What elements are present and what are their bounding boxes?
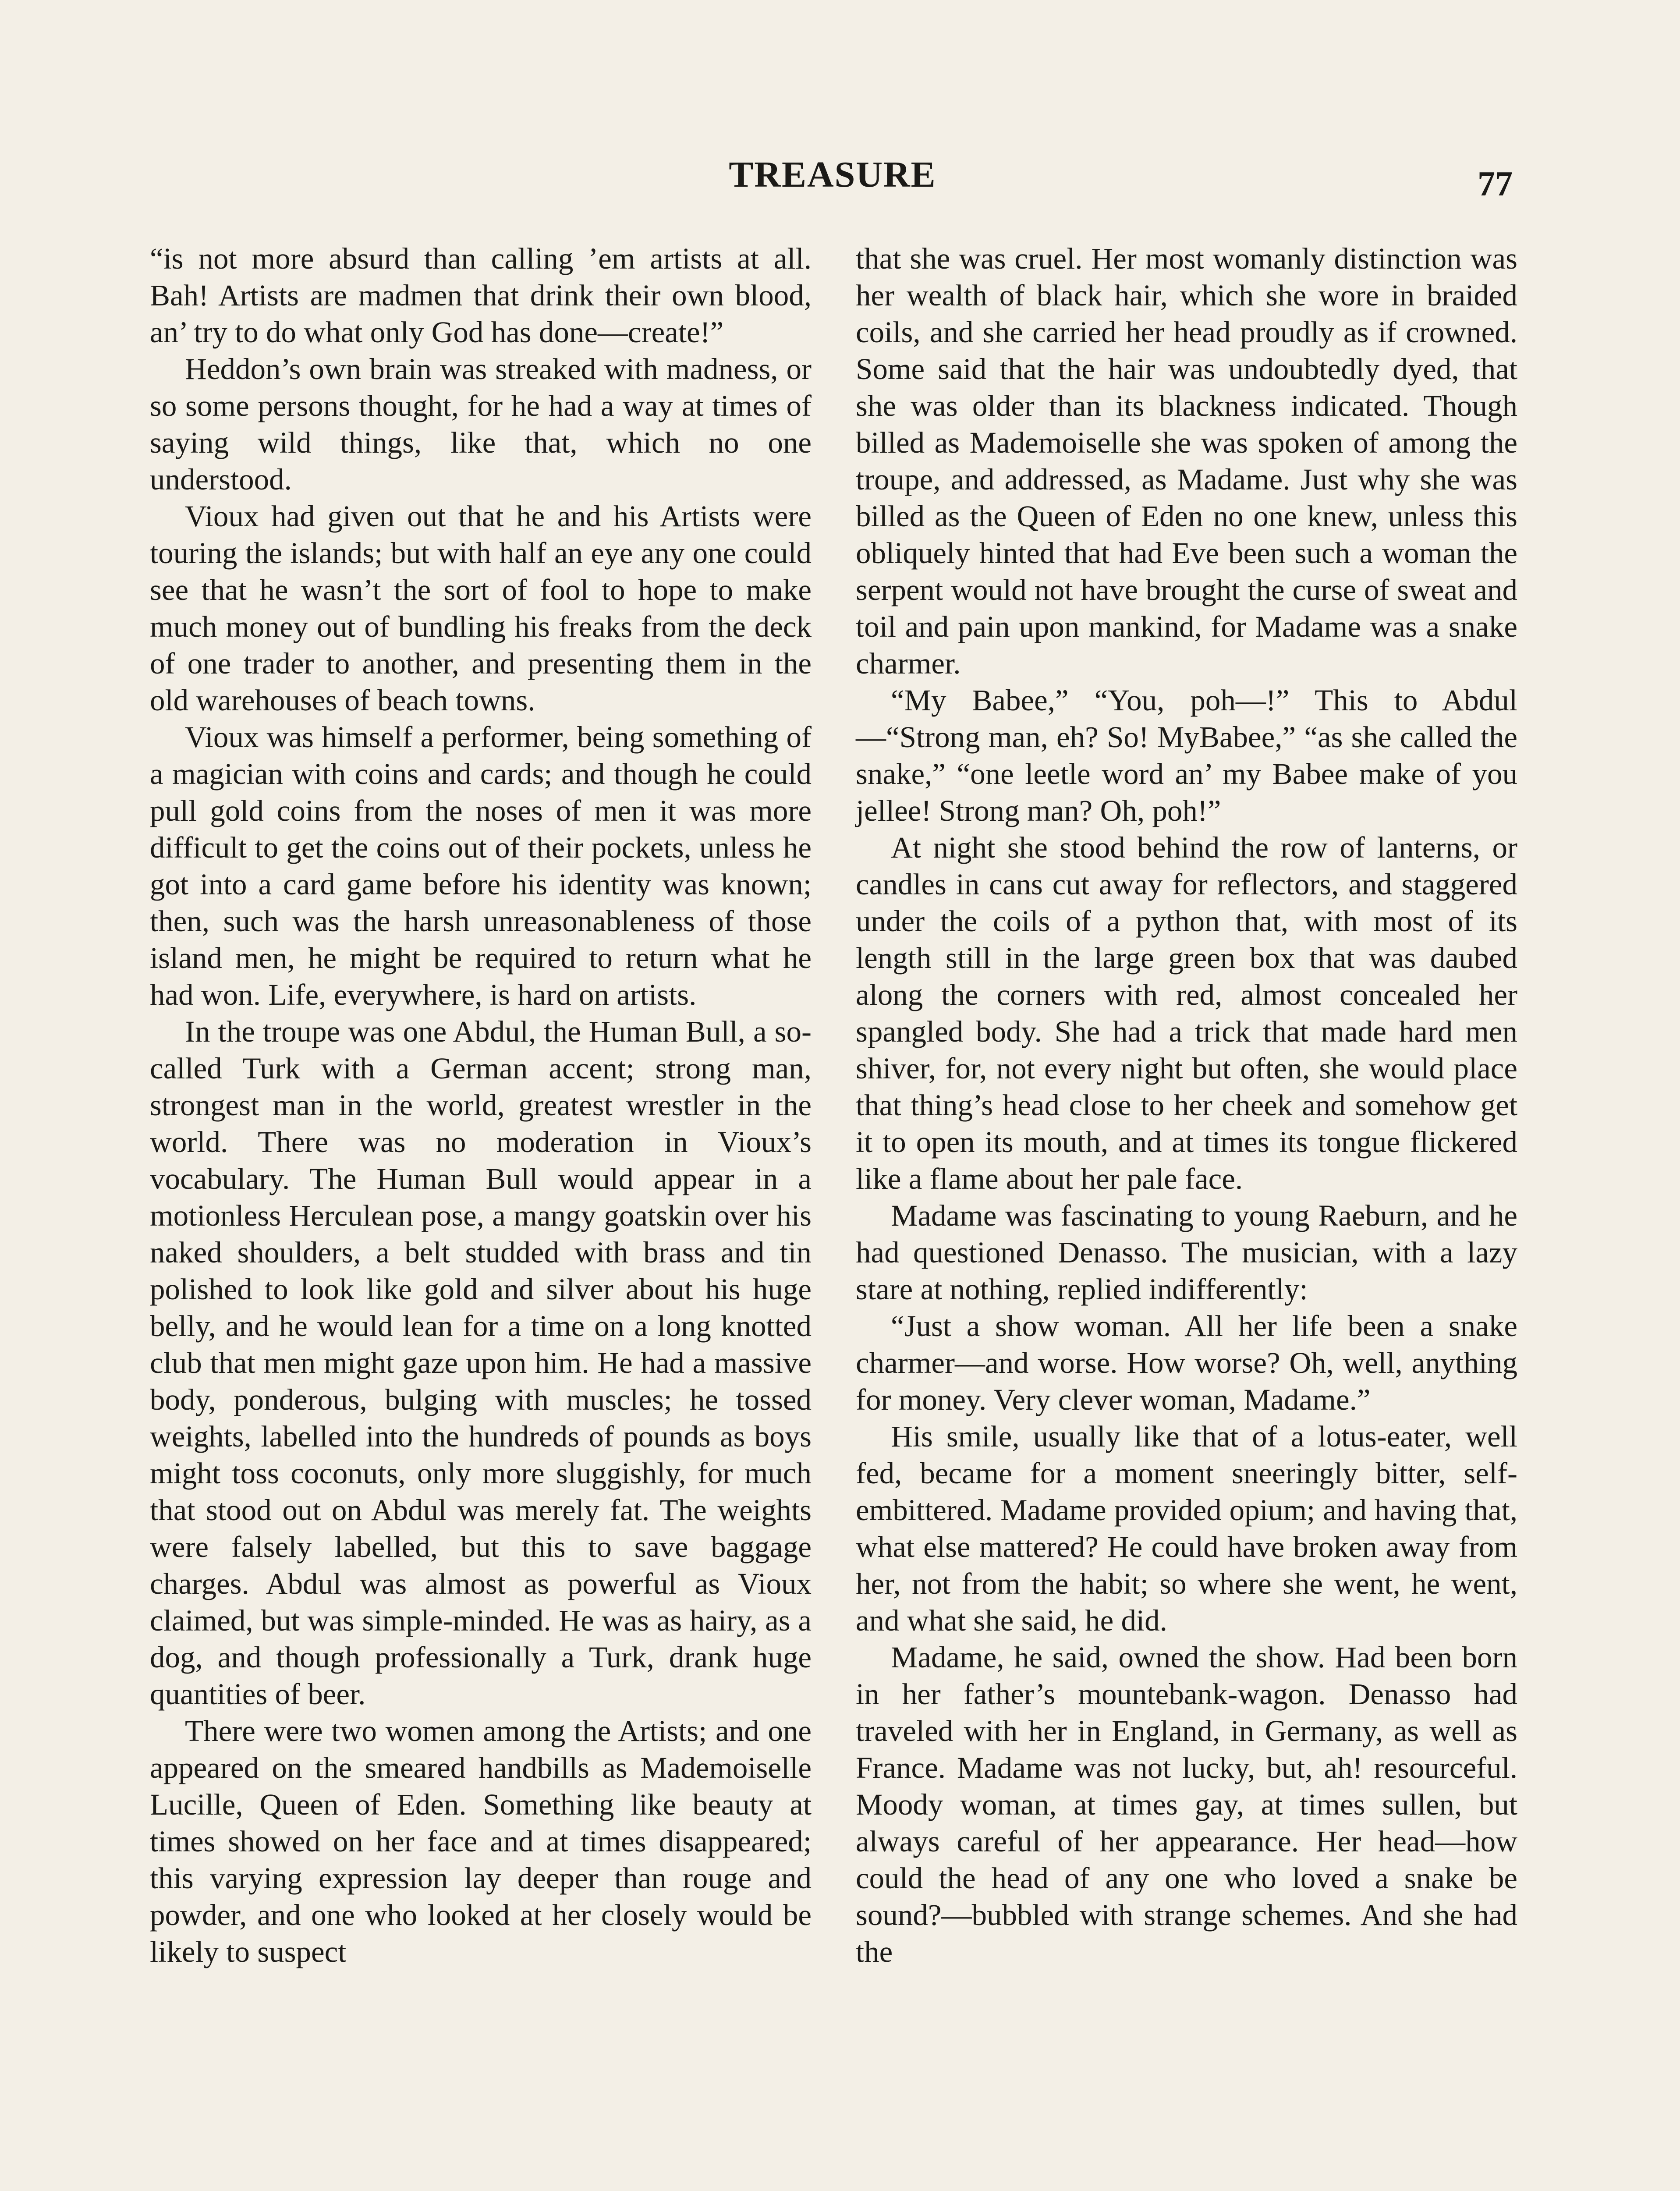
paragraph: There were two women among the Artists; and one appeared on the smeared handbills as Mademoiselle Lucille, Queen of Eden. Something like beauty at times showed on her face and at times disappeared; this varying expression lay deeper than rouge and powder, and one who looked at her closely would be likely to suspect <box>150 1714 812 1968</box>
page-number: 77 <box>1478 165 1513 203</box>
right-text-column <box>856 240 1517 1970</box>
paragraph: His smile, usually like that of a lotus-eater, well fed, became for a moment sneeringly bitter, self-embittered. Madame provided opium; and having that, what else mattered? He could have broken away from her, not from the habit; so where she went, he went, and what she said, he did. <box>856 1420 1517 1637</box>
paragraph: Heddon’s own brain was streaked with madness, or so some persons thought, for he had a way at times of saying wild things, like that, which no one understood. <box>150 352 812 496</box>
paragraph: Vioux had given out that he and his Artists were touring the islands; but with half an eye any one could see that he wasn’t the sort of fool to hope to make much money out of bundling his freaks from the deck of one trader to another, and presenting them in the old warehouses of beach towns. <box>150 500 812 717</box>
paragraph: Madame was fascinating to young Raeburn, and he had questioned Denasso. The musician, with a lazy stare at nothing, replied indifferently: <box>856 1199 1517 1306</box>
left-text-column <box>150 240 812 1970</box>
paragraph: “Just a show woman. All her life been a snake charmer—and worse. How worse? Oh, well, anything for money. Very clever woman, Madame.” <box>856 1309 1517 1416</box>
paragraph: that she was cruel. Her most womanly distinction was her wealth of black hair, which she wore in braided coils, and she carried her head proudly as if crowned. Some said that the hair was undoubtedly dyed, that she was older than its blackness indicated. Though billed as Mademoiselle she was spoken of among the troupe, and addressed, as Madame. Just why she was billed as the Queen of Eden no one knew, unless this obliquely hinted that had Eve been such a woman the serpent would not have brought the curse of sweat and toil and pain upon mankind, for Madame was a snake charmer. <box>856 242 1517 680</box>
paragraph: At night she stood behind the row of lanterns, or candles in cans cut away for reflectors, and staggered under the coils of a python that, with most of its length still in the large green box that was daubed along the corners with red, almost concealed her spangled body. She had a trick that made hard men shiver, for, not every night but often, she would place that thing’s head close to her cheek and somehow get it to open its mouth, and at times its tongue flickered like a flame about her pale face. <box>856 831 1517 1195</box>
paragraph: Madame, he said, owned the show. Had been born in her father’s mountebank-wagon. Denasso had traveled with her in England, in Germany, as well as France. Madame was not lucky, but, ah! resourceful. Moody woman, at times gay, at times sullen, but always careful of her appearance. Her head—how could the head of any one who loved a snake be sound?—bubbled with strange schemes. And she had the <box>856 1641 1517 1968</box>
paragraph: “is not more absurd than calling ’em artists at all. Bah! Artists are madmen that drink their own blood, an’ try to do what only God has done—create!” <box>150 242 812 349</box>
paragraph: Vioux was himself a performer, being something of a magician with coins and cards; and though he could pull gold coins from the noses of men it was more difficult to get the coins out of their pockets, unless he got into a card game before his identity was known; then, such was the harsh unreasonableness of those island men, he might be required to return what he had won. Life, everywhere, is hard on artists. <box>150 720 812 1011</box>
paragraph: “My Babee,” “You, poh—!” This to Abdul—“Strong man, eh? So! MyBabee,” “as she called the snake,” “one leetle word an’ my Babee make of you jellee! Strong man? Oh, poh!” <box>856 684 1517 827</box>
running-head-title: TREASURE <box>729 154 936 195</box>
paragraph: In the troupe was one Abdul, the Human Bull, a so-called Turk with a German accent; strong man, strongest man in the world, greatest wrestler in the world. There was no moderation in Vioux’s vocabulary. The Human Bull would appear in a motionless Herculean pose, a mangy goatskin over his naked shoulders, a belt studded with brass and tin polished to look like gold and silver about his huge belly, and he would lean for a time on a long knotted club that men might gaze upon him. He had a massive body, ponderous, bulging with muscles; he tossed weights, labelled into the hundreds of pounds as boys might toss coconuts, only more sluggishly, for much that stood out on Abdul was merely fat. The weights were falsely labelled, but this to save baggage charges. Abdul was almost as powerful as Vioux claimed, but was simple-minded. He was as hairy, as a dog, and though professionally a Turk, drank huge quantities of beer. <box>150 1015 812 1711</box>
